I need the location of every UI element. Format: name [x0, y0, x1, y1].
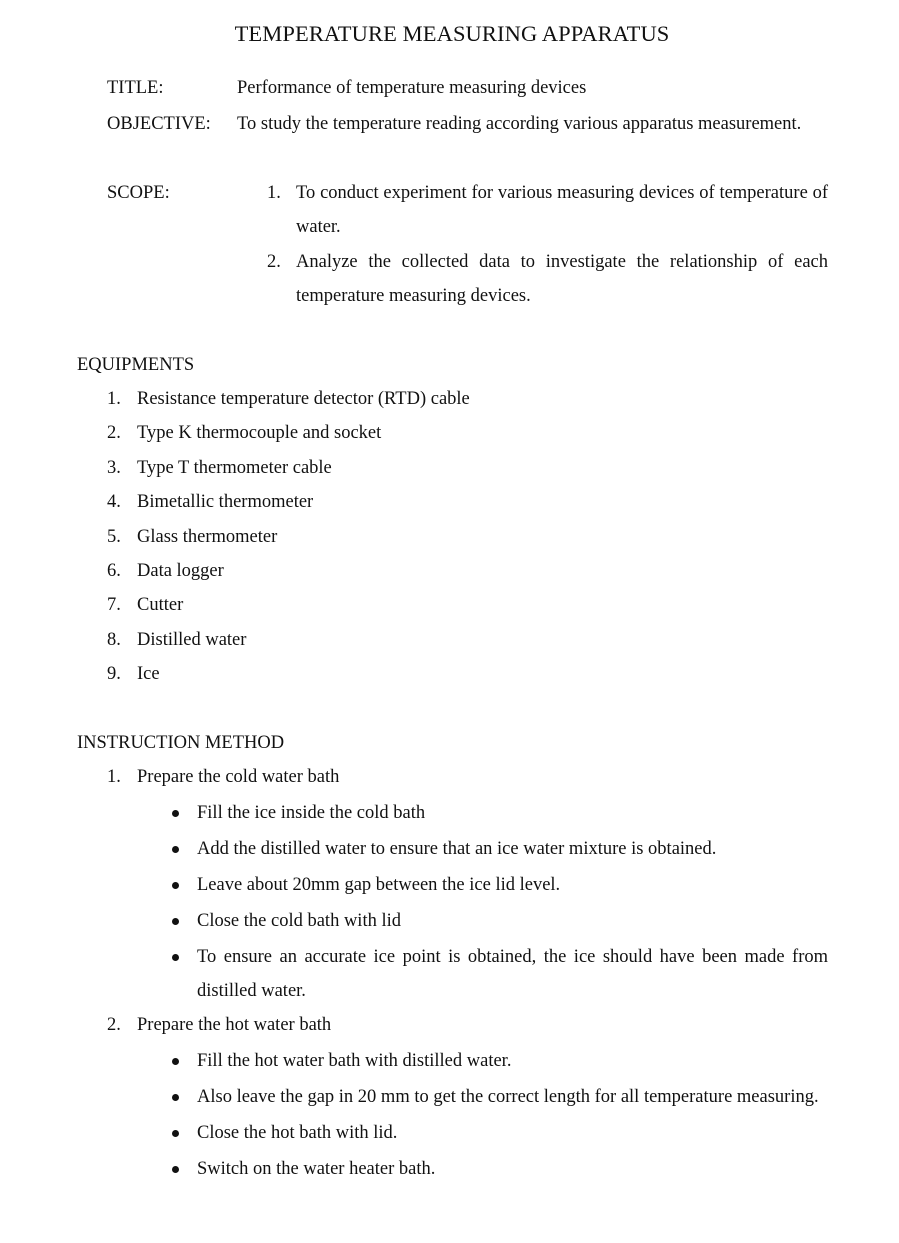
- equipment-item: [107, 485, 827, 519]
- bullet-icon: [172, 918, 179, 925]
- step-number: 2.: [107, 1015, 121, 1035]
- equipment-list: [107, 382, 827, 692]
- equipment-item: [107, 520, 827, 554]
- bullet-icon: [172, 882, 179, 889]
- equipment-text: Glass thermometer: [137, 526, 278, 547]
- step-bullet-list: [197, 1044, 828, 1186]
- equipment-text: Type K thermocouple and socket: [137, 423, 382, 444]
- bullet-text: Leave about 20mm gap between the ice lid level.: [197, 874, 561, 895]
- bullet-text: Fill the ice inside the cold bath: [197, 803, 426, 823]
- equipment-text: Data logger: [137, 561, 224, 582]
- bullet-icon: [172, 846, 179, 853]
- bullet-icon: [172, 1094, 179, 1101]
- equipment-text: Type T thermometer cable: [137, 457, 332, 478]
- scope-item: [267, 245, 828, 314]
- step-bullet-list: [197, 796, 828, 1008]
- equipment-number: 9.: [107, 664, 121, 685]
- equipment-number: 4.: [107, 492, 121, 513]
- objective-label: OBJECTIVE:: [107, 114, 211, 134]
- bullet-item: [197, 940, 828, 1009]
- bullet-item: [197, 796, 828, 830]
- equipment-number: 1.: [107, 389, 121, 409]
- scope-item-number: 1.: [267, 183, 281, 203]
- equipments-heading: EQUIPMENTS: [77, 355, 195, 375]
- scope-item-text: Analyze the collected data to investigate the relationship of each temperature measuring devices.: [296, 251, 828, 307]
- bullet-text: Close the cold bath with lid: [197, 910, 401, 931]
- step-text: Prepare the cold water bath: [137, 767, 340, 787]
- bullet-icon: [172, 810, 179, 817]
- bullet-item: [197, 1152, 828, 1186]
- equipment-item: [107, 554, 827, 588]
- bullet-text: Close the hot bath with lid.: [197, 1122, 398, 1143]
- scope-item-text: To conduct experiment for various measuring devices of temperature of water.: [296, 183, 828, 238]
- bullet-item: [197, 868, 828, 902]
- equipment-item: [107, 588, 827, 622]
- bullet-item: [197, 1080, 828, 1114]
- bullet-text: Switch on the water heater bath.: [197, 1158, 436, 1179]
- bullet-item: [197, 1116, 828, 1150]
- scope-item-number: 2.: [267, 251, 281, 272]
- bullet-text: Also leave the gap in 20 mm to get the correct length for all temperature measuring.: [197, 1086, 819, 1107]
- bullet-icon: [172, 954, 179, 961]
- scope-item: [267, 176, 828, 245]
- step-text: Prepare the hot water bath: [137, 1015, 332, 1035]
- step-number: 1.: [107, 767, 121, 787]
- equipment-number: 5.: [107, 526, 121, 547]
- bullet-text: Add the distilled water to ensure that an ice water mixture is obtained.: [197, 838, 717, 859]
- bullet-item: [197, 1044, 828, 1078]
- equipment-item: [107, 623, 827, 657]
- objective-value: To study the temperature reading according various apparatus measurement.: [237, 114, 802, 134]
- scope-label: SCOPE:: [107, 183, 170, 203]
- bullet-item: [197, 904, 828, 938]
- equipment-number: 8.: [107, 629, 121, 650]
- equipment-text: Distilled water: [137, 629, 247, 650]
- title-value: Performance of temperature measuring devices: [237, 78, 587, 98]
- equipment-number: 6.: [107, 561, 121, 582]
- bullet-icon: [172, 1058, 179, 1065]
- equipment-text: Bimetallic thermometer: [137, 492, 314, 513]
- scope-list: [267, 176, 828, 314]
- bullet-icon: [172, 1130, 179, 1137]
- bullet-text: To ensure an accurate ice point is obtained, the ice should have been made from distilled water.: [197, 946, 828, 1002]
- equipment-text: Cutter: [137, 595, 184, 616]
- equipment-item: [107, 657, 827, 691]
- title-label: TITLE:: [107, 78, 164, 98]
- bullet-icon: [172, 1166, 179, 1173]
- equipment-text: Resistance temperature detector (RTD) cable: [137, 389, 470, 409]
- page-title: TEMPERATURE MEASURING APPARATUS: [234, 21, 670, 46]
- instruction-method-heading: INSTRUCTION METHOD: [77, 733, 285, 753]
- equipment-text: Ice: [137, 664, 160, 685]
- equipment-number: 7.: [107, 595, 121, 616]
- equipment-item: [107, 451, 827, 485]
- bullet-text: Fill the hot water bath with distilled water.: [197, 1051, 512, 1071]
- equipment-item: [107, 382, 827, 416]
- equipment-item: [107, 416, 827, 450]
- bullet-item: [197, 832, 828, 866]
- equipment-number: 3.: [107, 457, 121, 478]
- equipment-number: 2.: [107, 423, 121, 444]
